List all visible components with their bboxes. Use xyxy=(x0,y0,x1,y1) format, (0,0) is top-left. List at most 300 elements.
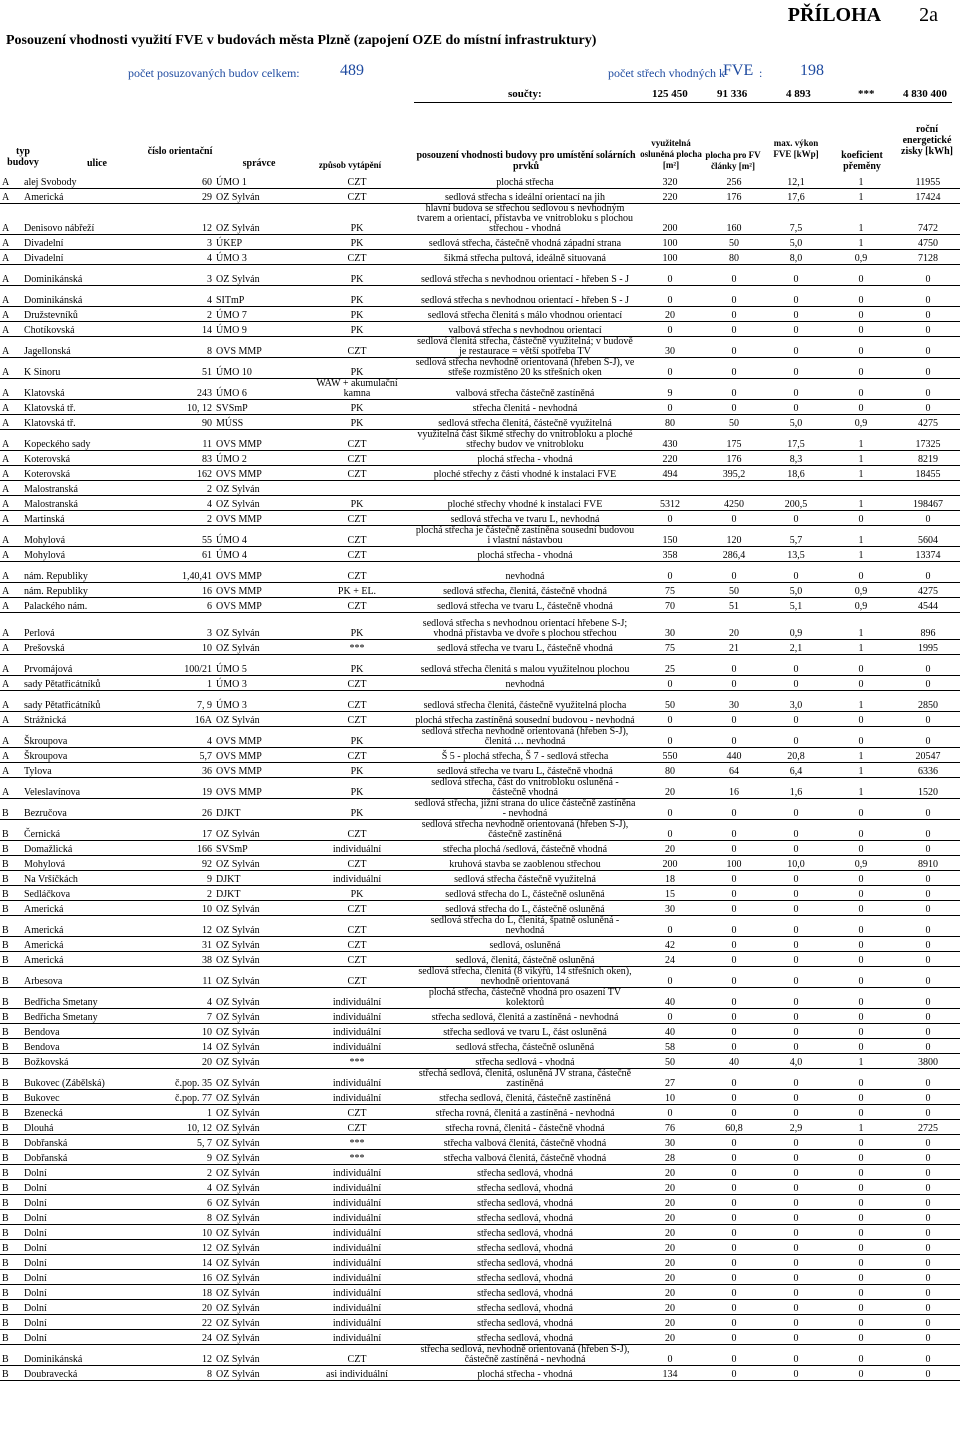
cell-usable-area: 0 xyxy=(667,403,673,414)
cell-admin: OZ Sylván xyxy=(216,1303,260,1314)
cell-heating: individuální xyxy=(332,844,382,855)
cell-street: Mohylová xyxy=(24,859,66,870)
cell-usable-area: 0 xyxy=(667,295,673,306)
cell-number: 26 xyxy=(202,808,212,819)
cell-annual-energy: 0 xyxy=(925,1012,931,1023)
cell-coefficient: 0 xyxy=(858,1027,864,1038)
cell-number: 4 xyxy=(207,736,212,747)
annex-label xyxy=(788,4,938,27)
cell-heating: CZT xyxy=(347,601,367,612)
cell-heating: CZT xyxy=(347,976,367,987)
cell-street: Dolní xyxy=(24,1228,47,1239)
cell-number: 5, 7 xyxy=(197,1138,212,1149)
suitable-roofs-fve: FVE xyxy=(723,62,754,79)
cell-max-power: 0 xyxy=(793,664,799,675)
cell-type: B xyxy=(2,1273,9,1284)
cell-usable-area: 20 xyxy=(665,844,675,855)
cell-max-power: 0 xyxy=(793,1333,799,1344)
cell-number: 1 xyxy=(207,679,212,690)
cell-coefficient: 0 xyxy=(858,976,864,987)
cell-cell-area: 80 xyxy=(729,253,739,264)
table-body xyxy=(0,174,960,1381)
cell-heating: CZT xyxy=(347,925,367,936)
table-row xyxy=(0,967,960,988)
cell-admin: OZ Sylván xyxy=(216,859,260,870)
cell-street: Dolní xyxy=(24,1258,47,1269)
cell-usable-area: 28 xyxy=(665,1153,675,1164)
table-row xyxy=(0,1255,960,1270)
cell-evaluation: střecha sedlová, vhodná xyxy=(477,1258,573,1269)
cell-heating: CZT xyxy=(347,829,367,840)
cell-type: B xyxy=(2,1183,9,1194)
cell-coefficient: 0 xyxy=(858,1303,864,1314)
table-row xyxy=(0,871,960,886)
cell-number: 8 xyxy=(207,1369,212,1380)
cell-number: 9 xyxy=(207,1153,212,1164)
cell-admin: OVS MMP xyxy=(216,766,262,777)
cell-coefficient: 0 xyxy=(858,1369,864,1380)
cell-number: 3 xyxy=(207,628,212,639)
cell-heating: CZT xyxy=(347,751,367,762)
cell-max-power: 0 xyxy=(793,1258,799,1269)
cell-street: Doubravecká xyxy=(24,1369,78,1380)
table-row xyxy=(0,727,960,748)
cell-max-power: 0 xyxy=(793,1153,799,1164)
cell-annual-energy: 2725 xyxy=(918,1123,938,1134)
cell-max-power: 0 xyxy=(793,310,799,321)
cell-admin: SVSmP xyxy=(216,403,248,414)
cell-annual-energy: 5604 xyxy=(918,535,938,546)
cell-type: A xyxy=(2,514,10,525)
cell-annual-energy: 4544 xyxy=(918,601,938,612)
cell-annual-energy: 4275 xyxy=(918,418,938,429)
cell-number: 4 xyxy=(207,997,212,1008)
table-row xyxy=(0,1225,960,1240)
cell-annual-energy: 13374 xyxy=(915,550,941,561)
cell-number: 10 xyxy=(202,1228,212,1239)
cell-cell-area: 0 xyxy=(731,1108,737,1119)
cell-coefficient: 0 xyxy=(858,1078,864,1089)
cell-usable-area: 430 xyxy=(662,439,678,450)
cell-coefficient: 0 xyxy=(858,367,864,378)
cell-number: 92 xyxy=(202,859,212,870)
cell-cell-area: 0 xyxy=(731,1273,737,1284)
cell-cell-area: 0 xyxy=(731,997,737,1008)
cell-street: Strážnická xyxy=(24,715,67,726)
cell-type: B xyxy=(2,955,9,966)
cell-coefficient: 1 xyxy=(858,192,864,203)
cell-type: A xyxy=(2,664,10,675)
sum-coef: *** xyxy=(858,88,875,100)
cell-annual-energy: 0 xyxy=(925,274,931,285)
cell-heating: CZT xyxy=(347,700,367,711)
cell-heating: PK xyxy=(350,403,364,414)
cell-admin: OZ Sylván xyxy=(216,274,260,285)
cell-usable-area: 0 xyxy=(667,925,673,936)
cell-street: Dolní xyxy=(24,1318,47,1329)
cell-street: alej Svobody xyxy=(24,177,77,188)
cell-number: 10, 12 xyxy=(187,403,212,414)
cell-type: B xyxy=(2,1093,9,1104)
cell-street: Bedřicha Smetany xyxy=(24,997,98,1008)
table-row xyxy=(0,778,960,799)
cell-evaluation: sedlová střecha, členitá (8 vikýřů, 14 střešních oken), nevhodně orientovaná xyxy=(418,966,632,987)
cell-max-power: 0,9 xyxy=(789,628,803,639)
cell-street: Dolní xyxy=(24,1243,47,1254)
cell-number: 6 xyxy=(207,601,212,612)
cell-number: 1,40,41 xyxy=(182,571,212,582)
cell-street: sady Pětatřicátníků xyxy=(24,700,101,711)
cell-max-power: 0 xyxy=(793,1183,799,1194)
cell-street: Dolní xyxy=(24,1183,47,1194)
cell-usable-area: 0 xyxy=(667,367,673,378)
cell-usable-area: 100 xyxy=(662,253,678,264)
cell-number: 20 xyxy=(202,1057,212,1068)
table-row xyxy=(0,547,960,562)
cell-max-power: 3,0 xyxy=(789,700,803,711)
cell-usable-area: 30 xyxy=(665,1138,675,1149)
cell-number: 10 xyxy=(202,643,212,654)
cell-cell-area: 0 xyxy=(731,1138,737,1149)
cell-type: B xyxy=(2,1168,9,1179)
cell-usable-area: 70 xyxy=(665,601,675,612)
cell-heating: PK xyxy=(350,325,364,336)
cell-heating: CZT xyxy=(347,715,367,726)
cell-number: 2 xyxy=(207,1168,212,1179)
cell-type: B xyxy=(2,1138,9,1149)
cell-coefficient: 0 xyxy=(858,1138,864,1149)
table-row xyxy=(0,841,960,856)
cell-heating: PK xyxy=(350,787,364,798)
cell-max-power: 12,1 xyxy=(787,177,805,188)
cell-coefficient: 0 xyxy=(858,679,864,690)
cell-evaluation: střecha valbová členitá, částečně vhodná xyxy=(443,1138,607,1149)
cell-coefficient: 0 xyxy=(858,1243,864,1254)
cell-heating: individuální xyxy=(332,1273,382,1284)
cell-admin: OVS MMP xyxy=(216,571,262,582)
cell-annual-energy: 0 xyxy=(925,955,931,966)
cell-usable-area: 0 xyxy=(667,1354,673,1365)
table-row xyxy=(0,1210,960,1225)
cell-heating: PK xyxy=(350,628,364,639)
cell-admin: SVSmP xyxy=(216,844,248,855)
cell-type: B xyxy=(2,1354,9,1365)
cell-coefficient: 0 xyxy=(858,736,864,747)
cell-evaluation: sedlová střecha s nevhodnou orientací - hřeben S - J xyxy=(421,274,629,285)
cell-number: 4 xyxy=(207,1183,212,1194)
cell-usable-area: 20 xyxy=(665,1213,675,1224)
cell-annual-energy: 0 xyxy=(925,1303,931,1314)
table-row xyxy=(0,748,960,763)
header-usable-area: využitelná osluněná plocha [m²] xyxy=(640,138,702,170)
cell-type: A xyxy=(2,484,10,495)
cell-cell-area: 0 xyxy=(731,1012,737,1023)
cell-street: Chotíkovská xyxy=(24,325,75,336)
cell-heating: CZT xyxy=(347,177,367,188)
cell-number: 29 xyxy=(202,192,212,203)
cell-admin: OZ Sylván xyxy=(216,484,260,495)
cell-coefficient: 0 xyxy=(858,571,864,582)
cell-coefficient: 1 xyxy=(858,439,864,450)
table-row xyxy=(0,1330,960,1345)
cell-heating: individuální xyxy=(332,1168,382,1179)
cell-number: 100/21 xyxy=(184,664,212,675)
table-row xyxy=(0,1105,960,1120)
cell-annual-energy: 0 xyxy=(925,1093,931,1104)
cell-coefficient: 0,9 xyxy=(854,418,868,429)
cell-max-power xyxy=(766,481,826,496)
table-row xyxy=(0,358,960,379)
cell-admin: OVS MMP xyxy=(216,787,262,798)
cell-annual-energy: 0 xyxy=(925,403,931,414)
cell-usable-area: 76 xyxy=(665,1123,675,1134)
cell-street: Mohylová xyxy=(24,535,66,546)
cell-cell-area: 286,4 xyxy=(722,550,746,561)
cell-type: B xyxy=(2,1123,9,1134)
cell-coefficient: 0 xyxy=(858,1354,864,1365)
cell-admin: ÚMO 5 xyxy=(216,664,247,675)
cell-max-power: 0 xyxy=(793,1213,799,1224)
cell-evaluation: sedlová střecha, část do vnitrobloku osluněná - částečně vhodná xyxy=(431,777,619,798)
cell-cell-area: 0 xyxy=(731,904,737,915)
cell-street: Na Vršíčkách xyxy=(24,874,78,885)
cell-max-power: 5,0 xyxy=(789,238,803,249)
cell-usable-area: 0 xyxy=(667,514,673,525)
cell-admin: OZ Sylván xyxy=(216,1138,260,1149)
cell-annual-energy: 20547 xyxy=(915,751,941,762)
cell-coefficient: 1 xyxy=(858,628,864,639)
cell-street: Martinská xyxy=(24,514,65,525)
cell-admin: OZ Sylván xyxy=(216,1078,260,1089)
sums-row xyxy=(0,88,960,102)
cell-usable-area: 358 xyxy=(662,550,678,561)
cell-street: Sedláčkova xyxy=(24,889,71,900)
cell-usable-area: 150 xyxy=(662,535,678,546)
cell-heating: CZT xyxy=(347,955,367,966)
header-evaluation: posouzení vhodnosti budovy pro umístění solárních prvků xyxy=(416,150,636,172)
cell-admin: OZ Sylván xyxy=(216,499,260,510)
cell-max-power: 0 xyxy=(793,1093,799,1104)
cell-coefficient: 0,9 xyxy=(854,586,868,597)
cell-cell-area: 0 xyxy=(731,1228,737,1239)
cell-annual-energy: 0 xyxy=(925,1213,931,1224)
cell-street: Koterovská xyxy=(24,454,71,465)
header-annual-energy: roční energetické zisky [kWh] xyxy=(901,124,953,157)
cell-evaluation: střechá sedlová, členitá, osluněná JV strana, částečně zastíněná xyxy=(418,1068,632,1089)
cell-coefficient: 0,9 xyxy=(854,859,868,870)
cell-heating: CZT xyxy=(347,469,367,480)
cell-coefficient: 1 xyxy=(858,238,864,249)
cell-evaluation: kruhová stavba se zaoblenou střechou xyxy=(449,859,601,870)
cell-max-power: 0 xyxy=(793,1273,799,1284)
cell-cell-area: 30 xyxy=(729,700,739,711)
cell-admin: OVS MMP xyxy=(216,736,262,747)
cell-usable-area: 40 xyxy=(665,997,675,1008)
cell-coefficient xyxy=(826,481,896,496)
cell-number: 16 xyxy=(202,586,212,597)
table-row xyxy=(0,451,960,466)
cell-usable-area: 20 xyxy=(665,1168,675,1179)
cell-heating: *** xyxy=(349,1153,365,1164)
cell-annual-energy: 17325 xyxy=(915,439,941,450)
cell-max-power: 0 xyxy=(793,1303,799,1314)
cell-evaluation: sedlová střecha do L, částečně osluněná xyxy=(445,889,605,900)
cell-heating: individuální xyxy=(332,1012,382,1023)
table-row xyxy=(0,400,960,415)
cell-usable-area: 50 xyxy=(665,700,675,711)
cell-max-power: 8,0 xyxy=(789,253,803,264)
cell-admin: OZ Sylván xyxy=(216,1243,260,1254)
cell-evaluation: střecha sedlová, vhodná xyxy=(477,1303,573,1314)
cell-admin: ÚMO 6 xyxy=(216,388,247,399)
cell-evaluation: plochá střecha - vhodná xyxy=(477,454,573,465)
cell-cell-area: 0 xyxy=(731,1198,737,1209)
cell-admin: OZ Sylván xyxy=(216,904,260,915)
cell-type: B xyxy=(2,1078,9,1089)
cell-max-power: 5,0 xyxy=(789,586,803,597)
cell-max-power: 0 xyxy=(793,808,799,819)
cell-evaluation: sedlová střecha členitá, částečně využitelná plocha xyxy=(423,700,627,711)
cell-annual-energy: 1995 xyxy=(918,643,938,654)
cell-evaluation: sedlová střecha ve tvaru L, částečně vhodná xyxy=(437,766,613,777)
cell-cell-area: 0 xyxy=(731,925,737,936)
cell-number: 3 xyxy=(207,238,212,249)
cell-street: Prvomájová xyxy=(24,664,73,675)
cell-annual-energy: 0 xyxy=(925,925,931,936)
cell-number: 12 xyxy=(202,223,212,234)
cell-admin: OZ Sylván xyxy=(216,1183,260,1194)
cell-street: Bzenecká xyxy=(24,1108,63,1119)
cell-number: 60 xyxy=(202,177,212,188)
cell-heating: individuální xyxy=(332,1027,382,1038)
cell-admin: OZ Sylván xyxy=(216,997,260,1008)
cell-coefficient: 0 xyxy=(858,874,864,885)
cell-evaluation: sedlová střecha, jižní strana do ulice částečně zastíněna - nevhodná xyxy=(414,798,636,819)
cell-number: 22 xyxy=(202,1318,212,1329)
cell-street: Dolní xyxy=(24,1333,47,1344)
cell-annual-energy: 0 xyxy=(925,844,931,855)
cell-street: nám. Republiky xyxy=(24,586,88,597)
cell-annual-energy: 0 xyxy=(925,1198,931,1209)
cell-admin: OZ Sylván xyxy=(216,643,260,654)
cell-heating: individuální xyxy=(332,997,382,1008)
cell-max-power: 10,0 xyxy=(787,859,805,870)
cell-cell-area: 0 xyxy=(731,388,737,399)
cell-max-power: 0 xyxy=(793,997,799,1008)
cell-usable-area: 0 xyxy=(667,1108,673,1119)
cell-street: nám. Republiky xyxy=(24,571,88,582)
cell-cell-area: 0 xyxy=(731,1369,737,1380)
cell-evaluation: sedlová střecha ve tvaru L, částečně vhodná xyxy=(437,601,613,612)
cell-heating: CZT xyxy=(347,904,367,915)
cell-max-power: 0 xyxy=(793,736,799,747)
cell-cell-area: 60,8 xyxy=(725,1123,743,1134)
cell-annual-energy: 7472 xyxy=(918,223,938,234)
cell-coefficient: 0 xyxy=(858,325,864,336)
cell-street: Mohylová xyxy=(24,550,66,561)
cell-evaluation: střecha sedlová, vhodná xyxy=(477,1183,573,1194)
cell-coefficient: 0 xyxy=(858,889,864,900)
sum-sun-area: 91 336 xyxy=(717,88,748,100)
header-street: ulice xyxy=(87,158,107,169)
cell-street: Malostranská xyxy=(24,499,78,510)
cell-number: 10 xyxy=(202,904,212,915)
header-admin: správce xyxy=(242,158,276,169)
cell-admin: OVS MMP xyxy=(216,469,262,480)
cell-heating: individuální xyxy=(332,1333,382,1344)
header-coefficient: koeficient přeměny xyxy=(841,150,883,172)
cell-type: B xyxy=(2,1288,9,1299)
cell-admin: OVS MMP xyxy=(216,346,262,357)
cell-evaluation: plochá střecha zastíněná sousední budovou - nevhodná xyxy=(415,715,635,726)
cell-usable-area: 220 xyxy=(662,454,678,465)
cell-admin: OZ Sylván xyxy=(216,1288,260,1299)
cell-admin: DJKT xyxy=(216,889,241,900)
cell-annual-energy: 0 xyxy=(925,1318,931,1329)
cell-evaluation: sedlová střecha ve tvaru L, nevhodná xyxy=(450,514,600,525)
cell-cell-area: 0 xyxy=(731,346,737,357)
cell-coefficient: 0 xyxy=(858,1213,864,1224)
cell-max-power: 0 xyxy=(793,889,799,900)
cell-coefficient: 0 xyxy=(858,295,864,306)
table-row xyxy=(0,481,960,496)
cell-heating: PK xyxy=(350,889,364,900)
table-row xyxy=(0,337,960,358)
cell-admin: OVS MMP xyxy=(216,514,262,525)
table-row xyxy=(0,916,960,937)
cell-number: 1 xyxy=(207,1108,212,1119)
cell-coefficient: 0 xyxy=(858,664,864,675)
cell-evaluation: sedlová střecha s ideální orientací na jih xyxy=(445,192,605,203)
cell-evaluation: střecha sedlová, vhodná xyxy=(477,1228,573,1239)
cell-usable-area: 200 xyxy=(662,223,678,234)
cell-number: 9 xyxy=(207,874,212,885)
cell-admin: ÚMO 7 xyxy=(216,310,247,321)
cell-heating: PK + EL. xyxy=(337,586,377,597)
cell-street: K Sinoru xyxy=(24,367,61,378)
cell-cell-area: 0 xyxy=(731,1027,737,1038)
cell-usable-area: 15 xyxy=(665,889,675,900)
cell-admin: ÚMO 3 xyxy=(216,679,247,690)
cell-street: Škroupova xyxy=(24,751,68,762)
cell-street: Bezručova xyxy=(24,808,67,819)
cell-heating xyxy=(302,481,412,496)
cell-evaluation: střecha sedlová - vhodná xyxy=(475,1057,575,1068)
cell-type: B xyxy=(2,1198,9,1209)
cell-number: 166 xyxy=(197,844,212,855)
cell-type: B xyxy=(2,1303,9,1314)
cell-evaluation: plochá střecha - vhodná xyxy=(477,550,573,561)
cell-admin: OZ Sylván xyxy=(216,1153,260,1164)
cell-max-power: 8,3 xyxy=(789,454,803,465)
cell-max-power: 0 xyxy=(793,679,799,690)
cell-number: 38 xyxy=(202,955,212,966)
cell-max-power: 0 xyxy=(793,346,799,357)
table-row xyxy=(0,292,960,307)
cell-admin: OZ Sylván xyxy=(216,1093,260,1104)
cell-admin: OZ Sylván xyxy=(216,976,260,987)
cell-type: A xyxy=(2,535,10,546)
cell-cell-area: 20 xyxy=(729,628,739,639)
cell-evaluation: sedlová střecha, částečně osluněná xyxy=(455,1042,595,1053)
cell-evaluation: střecha rovná, členitá - částečně vhodná xyxy=(445,1123,605,1134)
cell-annual-energy: 0 xyxy=(925,1183,931,1194)
cell-annual-energy: 0 xyxy=(925,1354,931,1365)
suitable-roofs-label: počet střech vhodných k xyxy=(608,66,725,80)
cell-coefficient: 1 xyxy=(858,535,864,546)
cell-number: 8 xyxy=(207,346,212,357)
cell-street: Divadelní xyxy=(24,238,64,249)
